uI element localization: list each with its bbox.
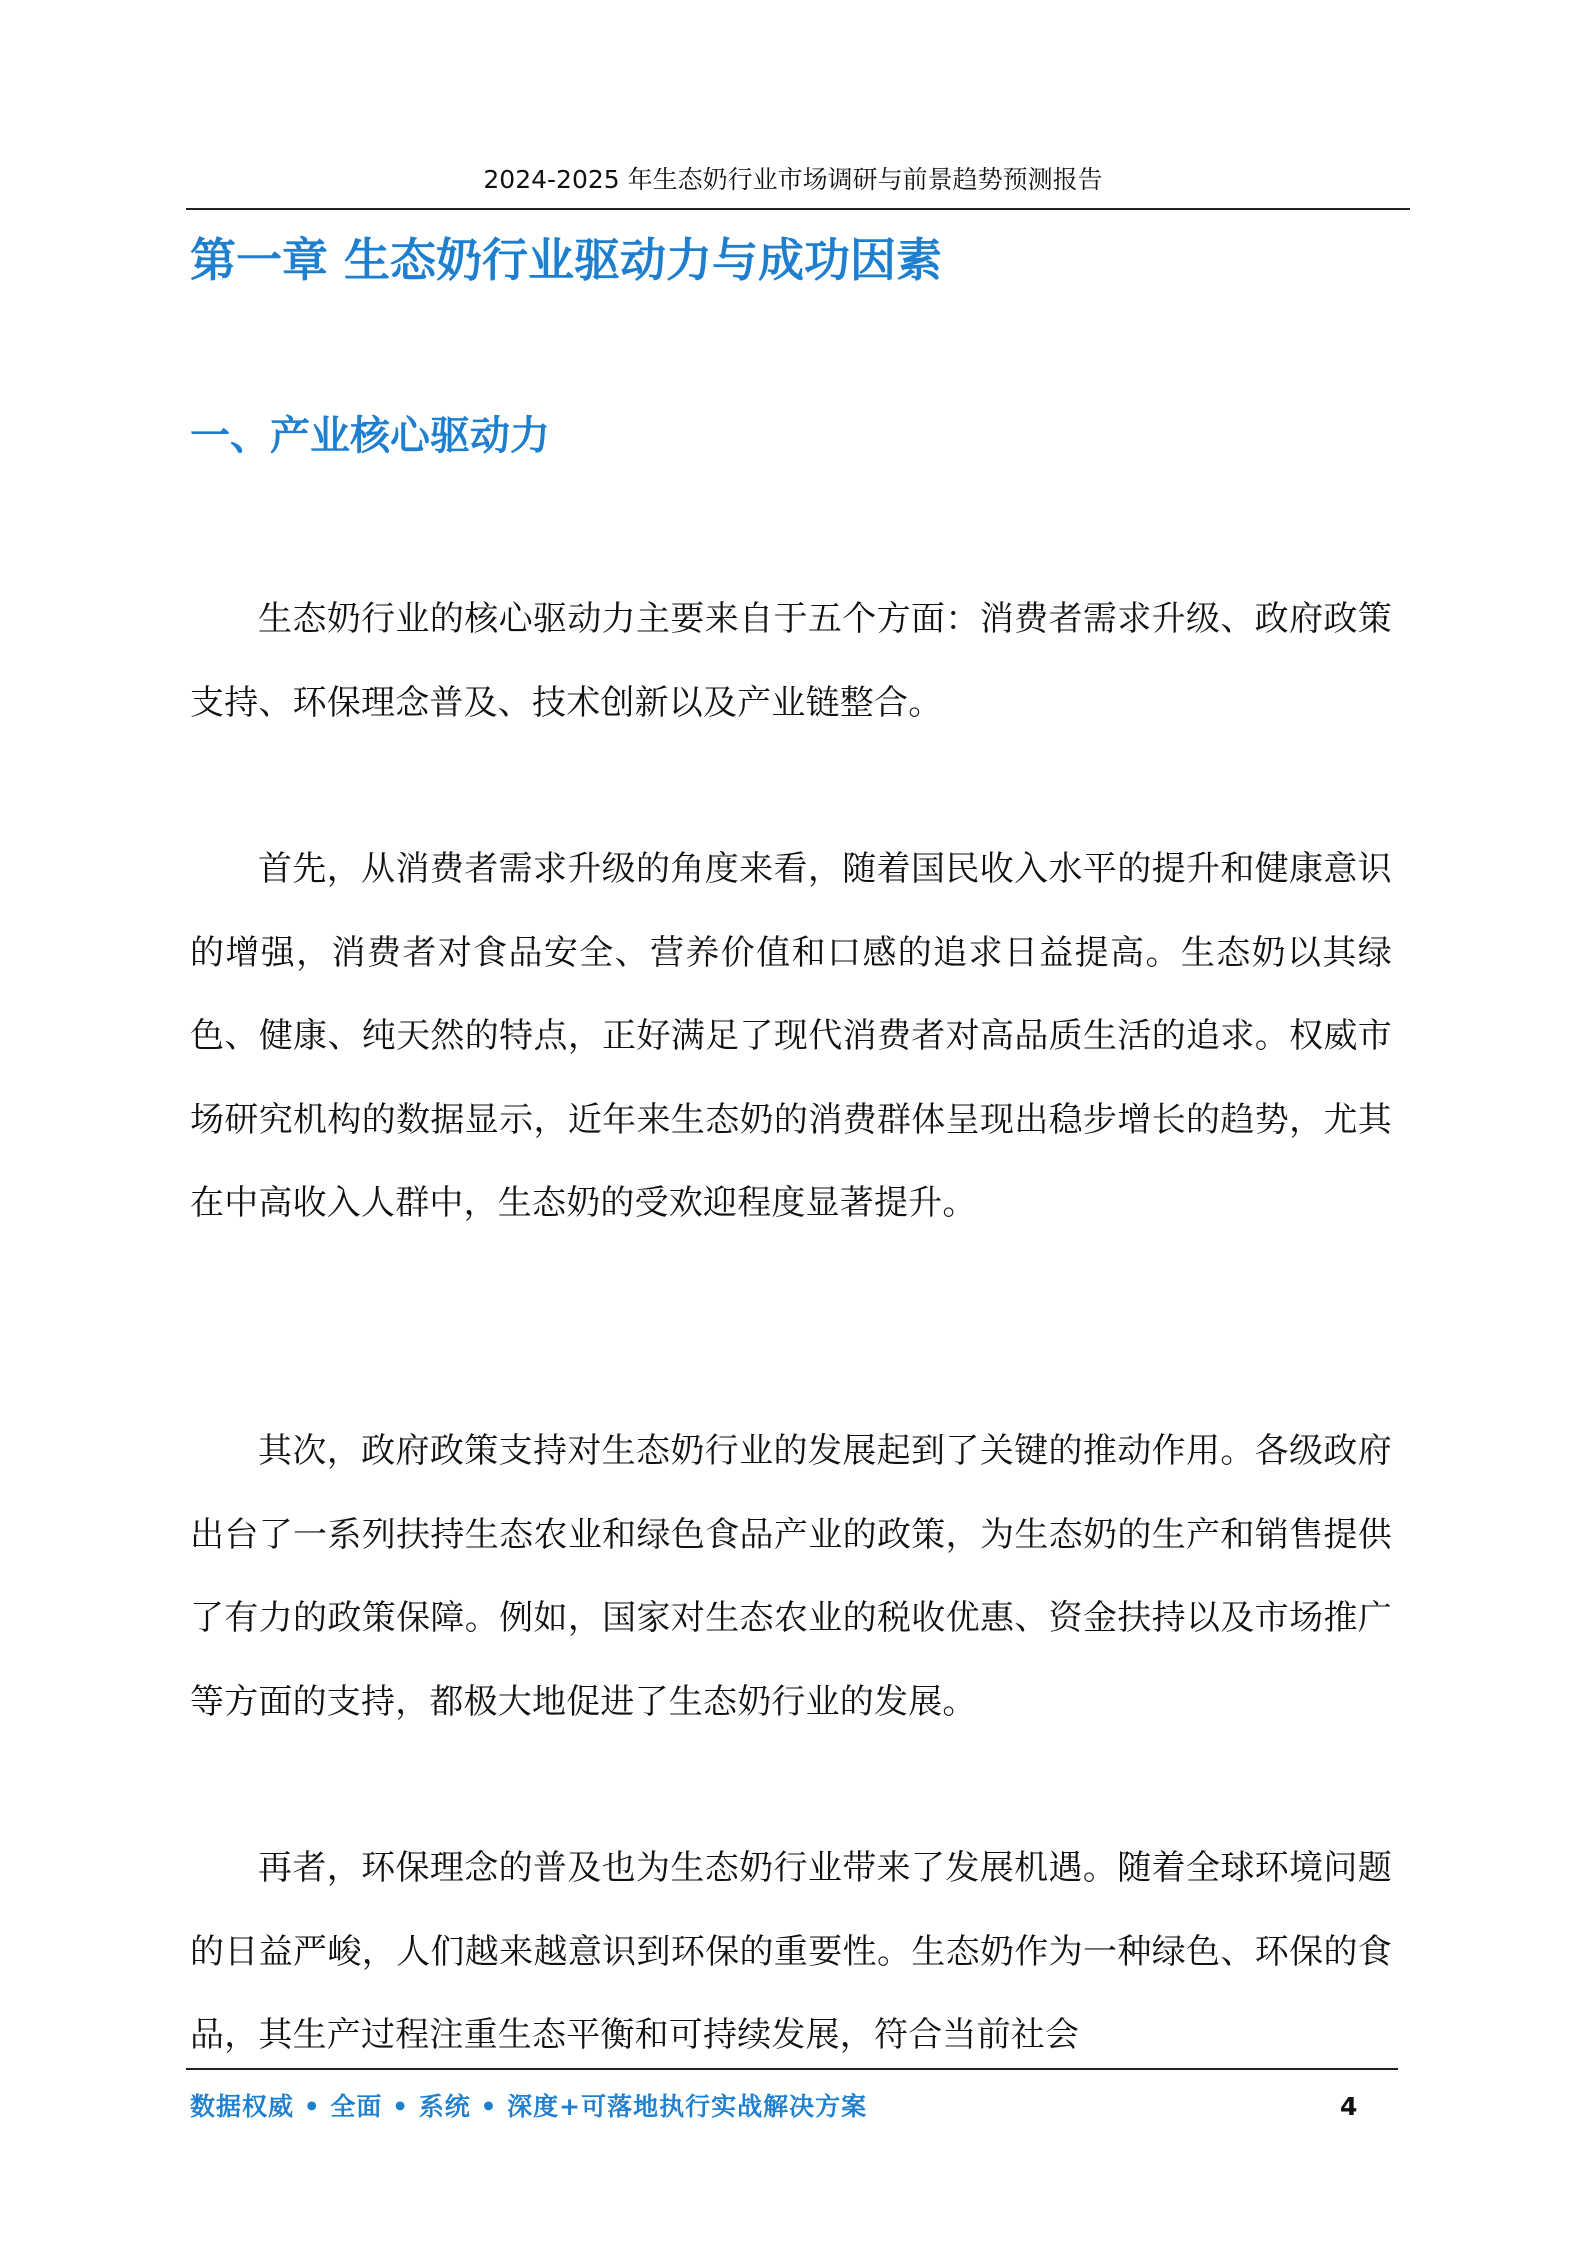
- body-paragraph-4: 再者，环保理念的普及也为生态奶行业带来了发展机遇。随着全球环境问题的日益严峻，人们越来越意识到环保的重要性。生态奶作为一种绿色、环保的食品，其生产过程注重生态平衡和可持续发展，符合当前社会: [190, 1848, 1392, 2055]
- header-divider: [186, 208, 1410, 210]
- running-header-title: 2024-2025 年生态奶行业市场调研与前景趋势预测报告: [483, 165, 1103, 194]
- chapter-title: 第一章 生态奶行业驱动力与成功因素: [190, 233, 943, 287]
- footer-slogan: 数据权威 • 全面 • 系统 • 深度+可落地执行实战解决方案: [190, 2092, 868, 2121]
- body-paragraph-2: 首先，从消费者需求升级的角度来看，随着国民收入水平的提升和健康意识的增强，消费者对食品安全、营养价值和口感的追求日益提高。生态奶以其绿色、健康、纯天然的特点，正好满足了现代消费者对高品质生活的追求。权威市场研究机构的数据显示，近年来生态奶的消费群体呈现出稳步增长的趋势，尤其在中高收入人群中，生态奶的受欢迎程度显著提升。: [190, 849, 1392, 1223]
- footer-divider: [186, 2068, 1398, 2070]
- section-title: 一、产业核心驱动力: [190, 413, 550, 459]
- body-paragraph-1: 生态奶行业的核心驱动力主要来自于五个方面：消费者需求升级、政府政策支持、环保理念普及、技术创新以及产业链整合。: [190, 599, 1392, 723]
- page-number: 4: [1340, 2092, 1358, 2121]
- body-paragraph-3: 其次，政府政策支持对生态奶行业的发展起到了关键的推动作用。各级政府出台了一系列扶持生态农业和绿色食品产业的政策，为生态奶的生产和销售提供了有力的政策保障。例如，国家对生态农业的税收优惠、资金扶持以及市场推广等方面的支持，都极大地促进了生态奶行业的发展。: [190, 1431, 1392, 1722]
